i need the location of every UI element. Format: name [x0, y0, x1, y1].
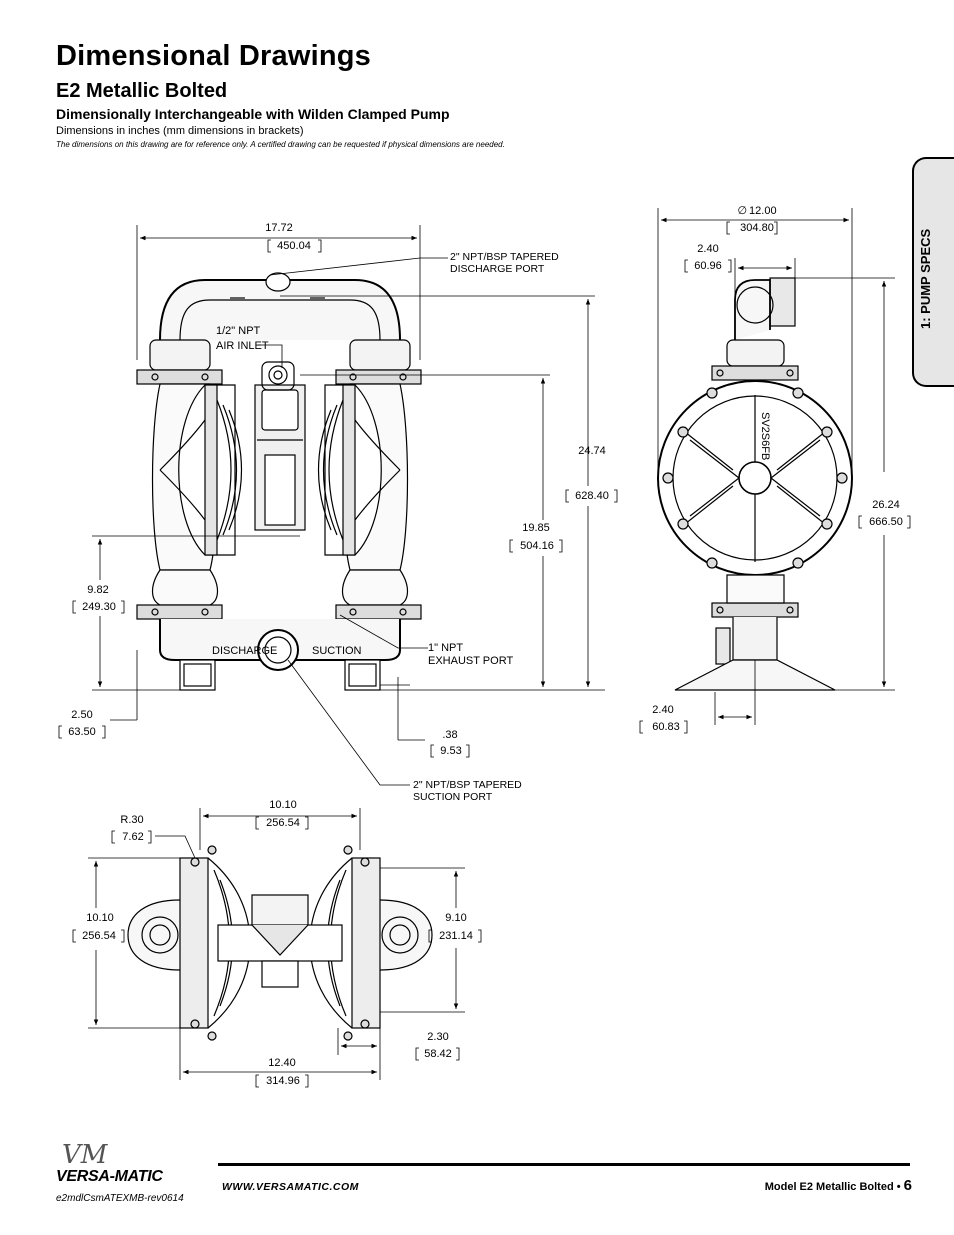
dim-port-offset-in: 2.40: [697, 243, 719, 255]
doc-code: e2mdlCsmATEXMB-rev0614: [56, 1193, 184, 1204]
diameter-symbol: ∅: [737, 205, 748, 217]
dim-base-offset-in: 2.40: [652, 704, 674, 716]
dim-total-height-mm: 628.40: [575, 490, 609, 502]
dim-lower-height-mm: 249.30: [82, 601, 116, 613]
front-view: [137, 273, 421, 690]
page-title: Dimensional Drawings: [56, 40, 372, 72]
dim-total-height-in: 24.74: [578, 445, 606, 457]
dim-depth-left-mm: 256.54: [82, 930, 116, 942]
housing-mark: SV2S6FB: [759, 412, 771, 461]
footer-model: [765, 1177, 912, 1194]
dim-depth-right-in: 9.10: [445, 912, 467, 924]
diameter-value: 12.00: [749, 205, 777, 217]
dim-width-top-in: 17.72: [265, 222, 293, 234]
subtitle: Dimensionally Interchangeable with Wilden Clamped Pump: [56, 106, 450, 122]
disclaimer: The dimensions on this drawing are for reference only. A certified drawing can be requested if physical dimensions are needed.: [56, 140, 505, 149]
exhaust-port-line1: 1" NPT: [428, 642, 464, 654]
dim-depth-right-mm: 231.14: [439, 930, 473, 942]
dim-base-height-in: 2.50: [71, 709, 93, 721]
dim-lower-height-in: 9.82: [87, 584, 109, 596]
side-view: [658, 278, 852, 690]
dim-diameter-mm: 304.80: [740, 222, 774, 234]
dim-radius-mm: 7.62: [122, 831, 144, 843]
dim-overall-width-in: 12.40: [268, 1057, 296, 1069]
side-tab-label: 1: PUMP SPECS: [918, 228, 933, 330]
dim-bolt-width-mm: 256.54: [266, 817, 300, 829]
dim-width-top-mm: 450.04: [277, 240, 311, 252]
discharge-port-line1: 2" NPT/BSP TAPERED: [450, 251, 559, 263]
section-title: E2 Metallic Bolted: [56, 80, 228, 102]
logo-mark: VM: [62, 1140, 108, 1170]
dim-base-offset-mm: 60.83: [652, 721, 680, 733]
dim-base-height-mm: 63.50: [68, 726, 96, 738]
dim-foot-offset-in: .38: [442, 729, 458, 741]
air-inlet-line1: 1/2" NPT: [216, 325, 261, 337]
dim-depth-left-in: 10.10: [86, 912, 114, 924]
dim-side-height-mm: 666.50: [869, 516, 903, 528]
dim-overall-width-mm: 314.96: [266, 1075, 300, 1087]
top-view: [128, 846, 432, 1040]
dim-flange-mm: 58.42: [424, 1048, 452, 1060]
dim-center-height-mm: 504.16: [520, 540, 554, 552]
dim-foot-offset-mm: 9.53: [440, 745, 462, 757]
dim-bolt-width-in: 10.10: [269, 799, 297, 811]
dim-flange-in: 2.30: [427, 1031, 449, 1043]
units-note: Dimensions in inches (mm dimensions in brackets): [56, 125, 304, 137]
dim-diameter-in: [737, 205, 776, 217]
dim-radius-in: R.30: [120, 814, 144, 826]
dim-side-height-in: 26.24: [872, 499, 900, 511]
dim-center-height-in: 19.85: [522, 522, 550, 534]
page-number: 6: [903, 1177, 912, 1194]
exhaust-port-line2: EXHAUST PORT: [428, 655, 514, 667]
model-name: Model E2 Metallic Bolted •: [764, 1181, 901, 1193]
suction-port-line1: 2" NPT/BSP TAPERED: [413, 779, 522, 791]
footer-rule: [218, 1163, 910, 1166]
discharge-port-line2: DISCHARGE PORT: [450, 263, 545, 275]
discharge-cast-label: DISCHARGE: [212, 645, 278, 657]
suction-port-line2: SUCTION PORT: [413, 791, 493, 803]
dim-port-offset-mm: 60.96: [694, 260, 722, 272]
suction-cast-label: SUCTION: [312, 645, 362, 657]
air-inlet-line2: AIR INLET: [216, 340, 269, 352]
footer-url[interactable]: WWW.VERSAMATIC.COM: [222, 1181, 359, 1193]
brand-logo: VERSA-MATIC: [56, 1168, 163, 1185]
